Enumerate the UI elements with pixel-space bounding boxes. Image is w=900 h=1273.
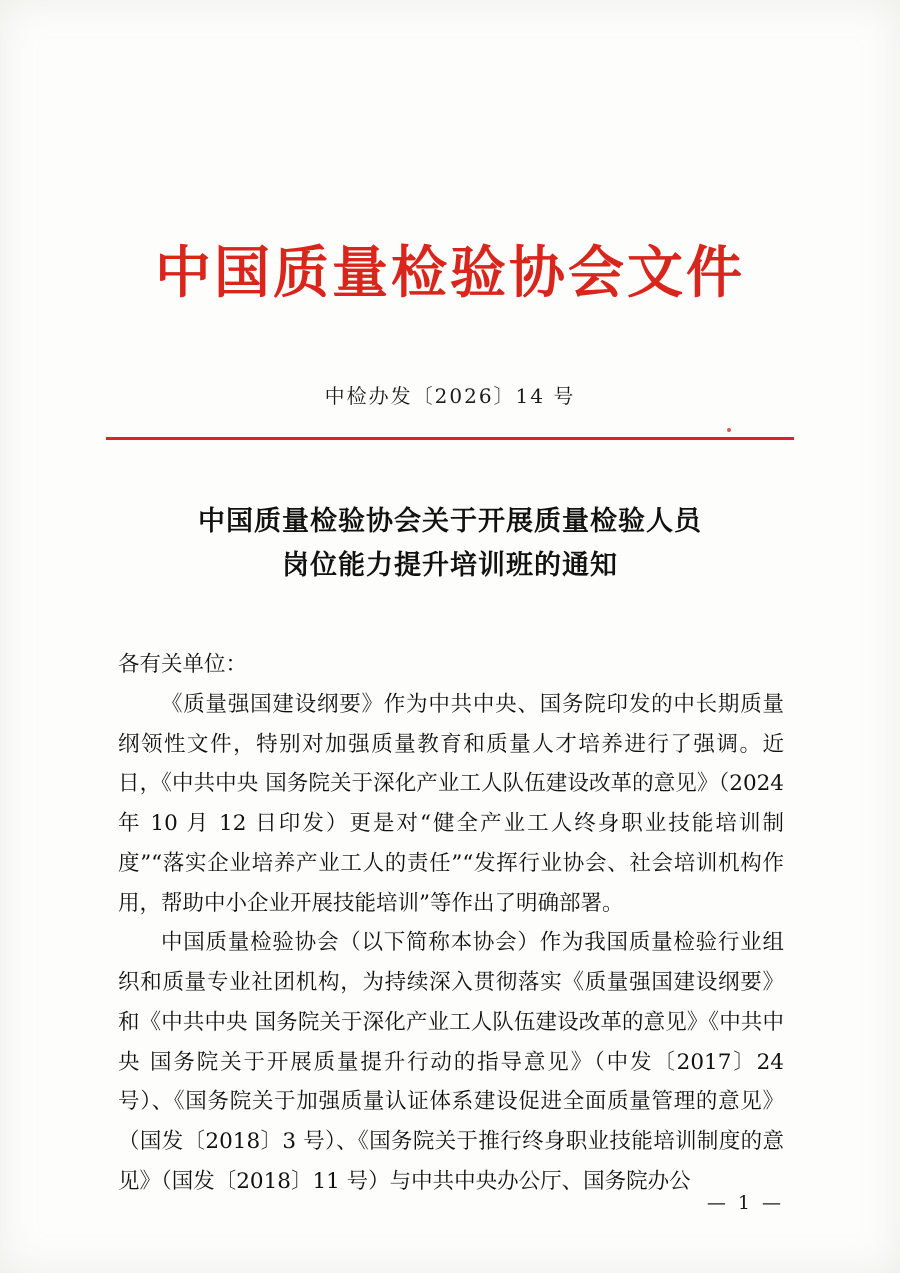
page-number: — 1 — — [706, 1192, 784, 1214]
document-number: 中检办发〔2026〕14 号 — [324, 384, 576, 408]
salutation: 各有关单位： — [118, 652, 248, 677]
body-paragraph-2: 中国质量检验协会（以下简称本协会）作为我国质量检验行业组织和质量专业社团机构，为持续深入贯彻落实《质量强国建设纲要》和《中共中央 国务院关于深化产业工人队伍建设改革的意见》《中共中央 国务院关于开展质量提升行动的指导意见》（中发〔2017〕24 号）、《国务院关于加强质量认证体系建设促进全面质量管理的意见》（国发〔2018〕3 号）、《国务院关于推行终身职业技能培训制度的意见》（国发〔2018〕11 号）与中共中央办公厅、国务院办公 — [118, 930, 784, 1194]
red-divider-rule — [106, 437, 794, 440]
document-subject — [0, 500, 900, 587]
subject-line-1: 中国质量检验协会关于开展质量检验人员 — [198, 506, 702, 537]
body-paragraph-1: 《质量强国建设纲要》作为中共中央、国务院印发的中长期质量纲领性文件，特别对加强质量教育和质量人才培养进行了强调。近日，《中共中央 国务院关于深化产业工人队伍建设改革的意见》（2024 年 10 月 12 日印发）更是对“健全产业工人终身职业技能培训制度”“落实企业培养产业工人的责任”“发挥行业协会、社会培训机构作用，帮助中小企业开展技能培训”等作出了明确部署。 — [118, 691, 784, 916]
red-star-dot-icon — [727, 428, 731, 432]
document-header-title: 中国质量检验协会文件 — [155, 240, 745, 306]
document-body — [118, 645, 784, 1202]
subject-line-2: 岗位能力提升培训班的通知 — [282, 549, 618, 581]
